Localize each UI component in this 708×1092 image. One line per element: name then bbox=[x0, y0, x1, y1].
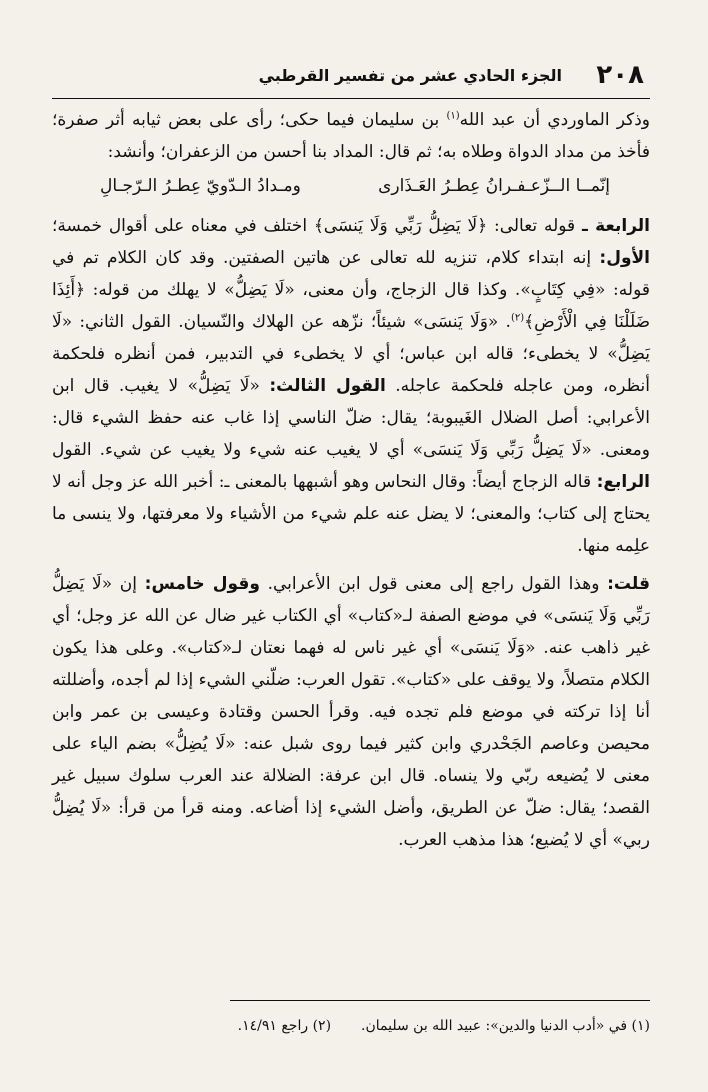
qultu-label: قلت: bbox=[607, 574, 650, 594]
footnote-ref-2[interactable]: (٢) bbox=[510, 312, 525, 324]
paragraph-2-text-b: إنه ابتداء كلام، تنزيه لله تعالى عن هاتين الصفتين. وقد كان الكلام تم في قوله: «فِي كِتَابٍ». وكذا قال الزجاج، وأن معنى، «لَا يَضِلُّ» لا يهلك من قوله: ﴿أَئِذَا ضَلَلْنَا فِي الْأَرْضِ﴾ bbox=[52, 248, 651, 332]
paragraph-3 bbox=[52, 568, 650, 856]
footnotes bbox=[150, 1014, 650, 1038]
paragraph-3-text-a: وهذا القول راجع إلى معنى قول ابن الأعرابي. bbox=[259, 574, 608, 594]
paragraph-1-text-a: وذكر الماوردي أن عبد الله bbox=[459, 110, 651, 130]
footnote-divider bbox=[230, 1000, 650, 1001]
opinion-label-fifth: وقول خامس: bbox=[144, 574, 260, 594]
body-text bbox=[52, 104, 650, 856]
paragraph-2-text-c: . «وَلَا يَنسَى» شيئاً؛ نزّهه عن الهلاك والنّسيان. القول الثاني: «لَا يَضِلُّ» لا يخطىء؛ قاله ابن عباس؛ أي لا يخطىء في التدبير، فمن أنظره فلحكمة أنظره، ومن عاجله فلحكمة عاجله. bbox=[52, 312, 650, 396]
opinion-label-fourth: الرابع: bbox=[596, 472, 650, 492]
running-title: الجزء الحادي عشر من تفسير القرطبي bbox=[258, 66, 562, 85]
paragraph-2-text-a: قوله تعالى: ﴿لَا يَضِلُّ رَبِّي وَلَا يَنسَى﴾ اختلف في معناه على أقوال خمسة؛ bbox=[52, 216, 582, 236]
opinion-label-third: القول الثالث: bbox=[269, 376, 386, 396]
footnote-2: (٢) راجع ١٤/٩١. bbox=[237, 1018, 332, 1034]
verse-hemistich-left: ومـدادُ الـدّويّ عِطـرُ الـرّجـالِ bbox=[100, 176, 301, 196]
paragraph-2 bbox=[52, 210, 650, 562]
paragraph-3-text-b: إن «لَا يَضِلُّ رَبِّي وَلَا يَنسَى» في موضع الصفة لـ«كتاب» أي الكتاب غير ضال عن الله عز وجل؛ أي غير ذاهب عنه. «وَلَا يَنسَى» أي غير ناس له فهما نعتان لـ«كتاب». وعلى هذا يكون الكلام متصلاً، ولا يوقف على «كتاب». تقول العرب: ضلّني الشيء إذا لم أجده، وأضللته أنا إذا تركته في موضع فلم تجده فيه. وقرأ الحسن وقتادة وعيسى بن عمر وابن محيصن وعاصم الجَحْدري وابن كثير فيما روى شبل عنه: «لَا يُضِلُّ» بضم الياء على معنى لا يُضيعه ربّي ولا ينساه. قال ابن عرفة: الضلالة عند العرب سلوك سبيل غير القصد؛ يقال: ضلّ عن الطريق، وأضل الشيء إذا أضاعه. ومنه قرأ من قرأ: «لَا يُضِلُّ ربي» أي لا يُضيع؛ هذا مذهب العرب. bbox=[52, 574, 650, 850]
page-header bbox=[52, 58, 650, 99]
paragraph-2-text-d: «لَا يَضِلُّ» لا يغيب. قال ابن الأعرابي: أصل الضلال الغَيبوبة؛ يقال: ضلّ الناسي إذا غاب عنه حفظ الشيء قال: ومعنى. «لَا يَضِلُّ رَبِّي وَلَا يَنسَى» أي لا يغيب عنه شيء ولا يغيب عن شيء. القول bbox=[52, 376, 650, 460]
poetry-verse bbox=[100, 170, 610, 202]
paragraph-2-text-e: قاله الزجاج أيضاً: وقال النحاس وهو أشبهها بالمعنى ـ: أخبر الله عز وجل أنه لا يحتاج إلى كتاب؛ والمعنى؛ لا يضل عنه علم شيء من الأشياء ولا معرفتها، ولا ينسى ما علِمه منها. bbox=[52, 472, 650, 556]
opinion-label-first: الأول: bbox=[599, 248, 650, 268]
paragraph-1-text-b: بن سليمان فيما حكى؛ رأى على بعض ثيابه أثر صفرة؛ فأخذ من مداد الدواة وطلاه به؛ ثم قال: المداد بنا أحسن من الزعفران؛ وأنشد: bbox=[52, 110, 650, 162]
paragraph-1 bbox=[52, 104, 650, 168]
page-number: ٢٠٨ bbox=[596, 60, 644, 90]
footnote-1: (١) في «أدب الدنيا والدين»: عبيد الله بن سليمان. bbox=[361, 1018, 650, 1034]
section-label-fourth: الرابعة ـ bbox=[581, 216, 650, 236]
verse-hemistich-right: إنّمــا الــزّعـفـرانُ عِطـرُ العَـذَارى bbox=[378, 176, 610, 196]
footnote-ref-1[interactable]: (١) bbox=[446, 110, 460, 122]
